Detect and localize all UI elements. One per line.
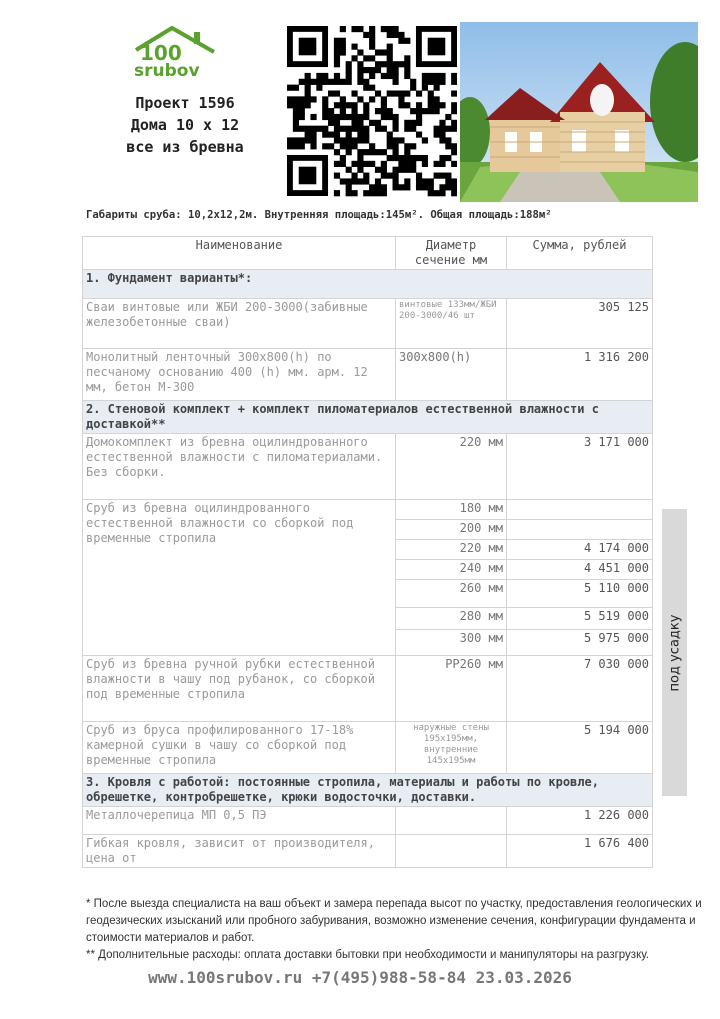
svg-text:100: 100 (140, 41, 182, 65)
item-sum: 4 451 000 (507, 560, 653, 580)
item-name: Сруб из бревна оцилиндрованного естественной влажности со сборкой под временные стропила (83, 500, 396, 656)
item-diameter: 300х800(h) (396, 349, 507, 401)
table-row (83, 434, 653, 500)
item-name: Сваи винтовые или ЖБИ 200-3000(забивные железобетонные сваи) (83, 299, 396, 349)
item-sum: 1 676 400 (507, 835, 653, 868)
item-sum: 1 316 200 (507, 349, 653, 401)
item-diameter: 220 мм (396, 434, 507, 500)
section-row-roof (83, 774, 653, 807)
footnote-extra-costs: ** Дополнительные расходы: оплата доставки бытовки при необходимости и манипуляторы на разгрузку. (86, 949, 650, 961)
footnote-foundation: * После выезда специалиста на ваш объект и замера перепада высот по участку, предоставления геологических и геодезических изысканий или пробного забуривания, возможно изменение сечения, конфигурации фундамента и стоимости материалов и работ. (86, 898, 702, 944)
item-name: Металлочерепица МП 0,5 ПЭ (83, 807, 396, 835)
item-sum: 5 194 000 (507, 722, 653, 774)
item-sum: 305 125 (507, 299, 653, 349)
item-diameter: 240 мм (396, 560, 507, 580)
item-diameter: 200 мм (396, 520, 507, 540)
item-sum (507, 520, 653, 540)
item-name: Домокомплект из бревна оцилиндрованного естественной влажности с пиломатериалами. Без сборки. (83, 434, 396, 500)
table-row (83, 835, 653, 868)
item-sum: 5 110 000 (507, 580, 653, 608)
item-diameter (396, 807, 507, 835)
item-diameter: 260 мм (396, 580, 507, 608)
item-diameter (396, 835, 507, 868)
table-row (83, 500, 653, 520)
table-row (83, 656, 653, 722)
header-name: Наименование (83, 237, 396, 270)
title-line-3: все из бревна (126, 138, 244, 156)
item-diameter: РР260 мм (396, 656, 507, 722)
item-diameter: 300 мм (396, 630, 507, 656)
item-sum: 5 975 000 (507, 630, 653, 656)
house-dimensions: Габариты сруба: 10,2х12,2м. Внутренняя площадь:145м². Общая площадь:188м² (86, 209, 552, 221)
house-photo (460, 22, 698, 202)
section-row-walls (83, 401, 653, 434)
table-row (83, 722, 653, 774)
section-title-foundation: 1. Фундамент варианты*: (83, 270, 653, 299)
item-name: Сруб из бревна ручной рубки естественной влажности в чашу под рубанок, со сборкой под временные стропила (83, 656, 396, 722)
qr-code (287, 26, 457, 198)
item-sum: 3 171 000 (507, 434, 653, 500)
section-title-roof: 3. Кровля с работой: постоянные стропила, материалы и работы по кровле, обрешетке, контробрешетке, крюки водосточки, доставки. (83, 774, 653, 807)
table-header-row (83, 237, 653, 270)
section-row-foundation (83, 270, 653, 299)
item-diameter: винтовые 133мм/ЖБИ 200-3000/46 шт (396, 299, 507, 349)
item-diameter: наружные стены 195х195мм, внутренние 145х195мм (396, 722, 507, 774)
table-row (83, 299, 653, 349)
price-table (82, 236, 653, 868)
svg-text:srubov: srubov (134, 61, 200, 81)
item-name: Гибкая кровля, зависит от производителя, цена от (83, 835, 396, 868)
item-diameter: 280 мм (396, 608, 507, 630)
title-line-2: Дома 10 х 12 (130, 116, 240, 134)
shrinkage-side-label: под усадку (662, 509, 687, 796)
item-diameter: 220 мм (396, 540, 507, 560)
item-name: Монолитный ленточный 300х800(h) по песчаному основанию 400 (h) мм. арм. 12 мм, бетон М-300 (83, 349, 396, 401)
item-sum (507, 500, 653, 520)
item-sum: 4 174 000 (507, 540, 653, 560)
item-sum: 5 519 000 (507, 608, 653, 630)
section-title-walls: 2. Стеновой комплект + комплект пиломатериалов естественной влажности с доставкой** (83, 401, 653, 434)
project-title (100, 92, 270, 158)
title-line-1: Проект 1596 (135, 94, 235, 112)
table-row (83, 349, 653, 401)
item-name: Сруб из бруса профилированного 17-18% камерной сушки в чашу со сборкой под временные стропила (83, 722, 396, 774)
table-row (83, 807, 653, 835)
footer-contacts: www.100srubov.ru +7(495)988-58-84 23.03.2026 (148, 968, 572, 987)
item-diameter: 180 мм (396, 500, 507, 520)
header-diameter: Диаметр сечение мм (396, 237, 507, 270)
item-sum: 7 030 000 (507, 656, 653, 722)
header-sum: Сумма, рублей (507, 237, 653, 270)
company-logo (128, 22, 228, 82)
item-sum: 1 226 000 (507, 807, 653, 835)
